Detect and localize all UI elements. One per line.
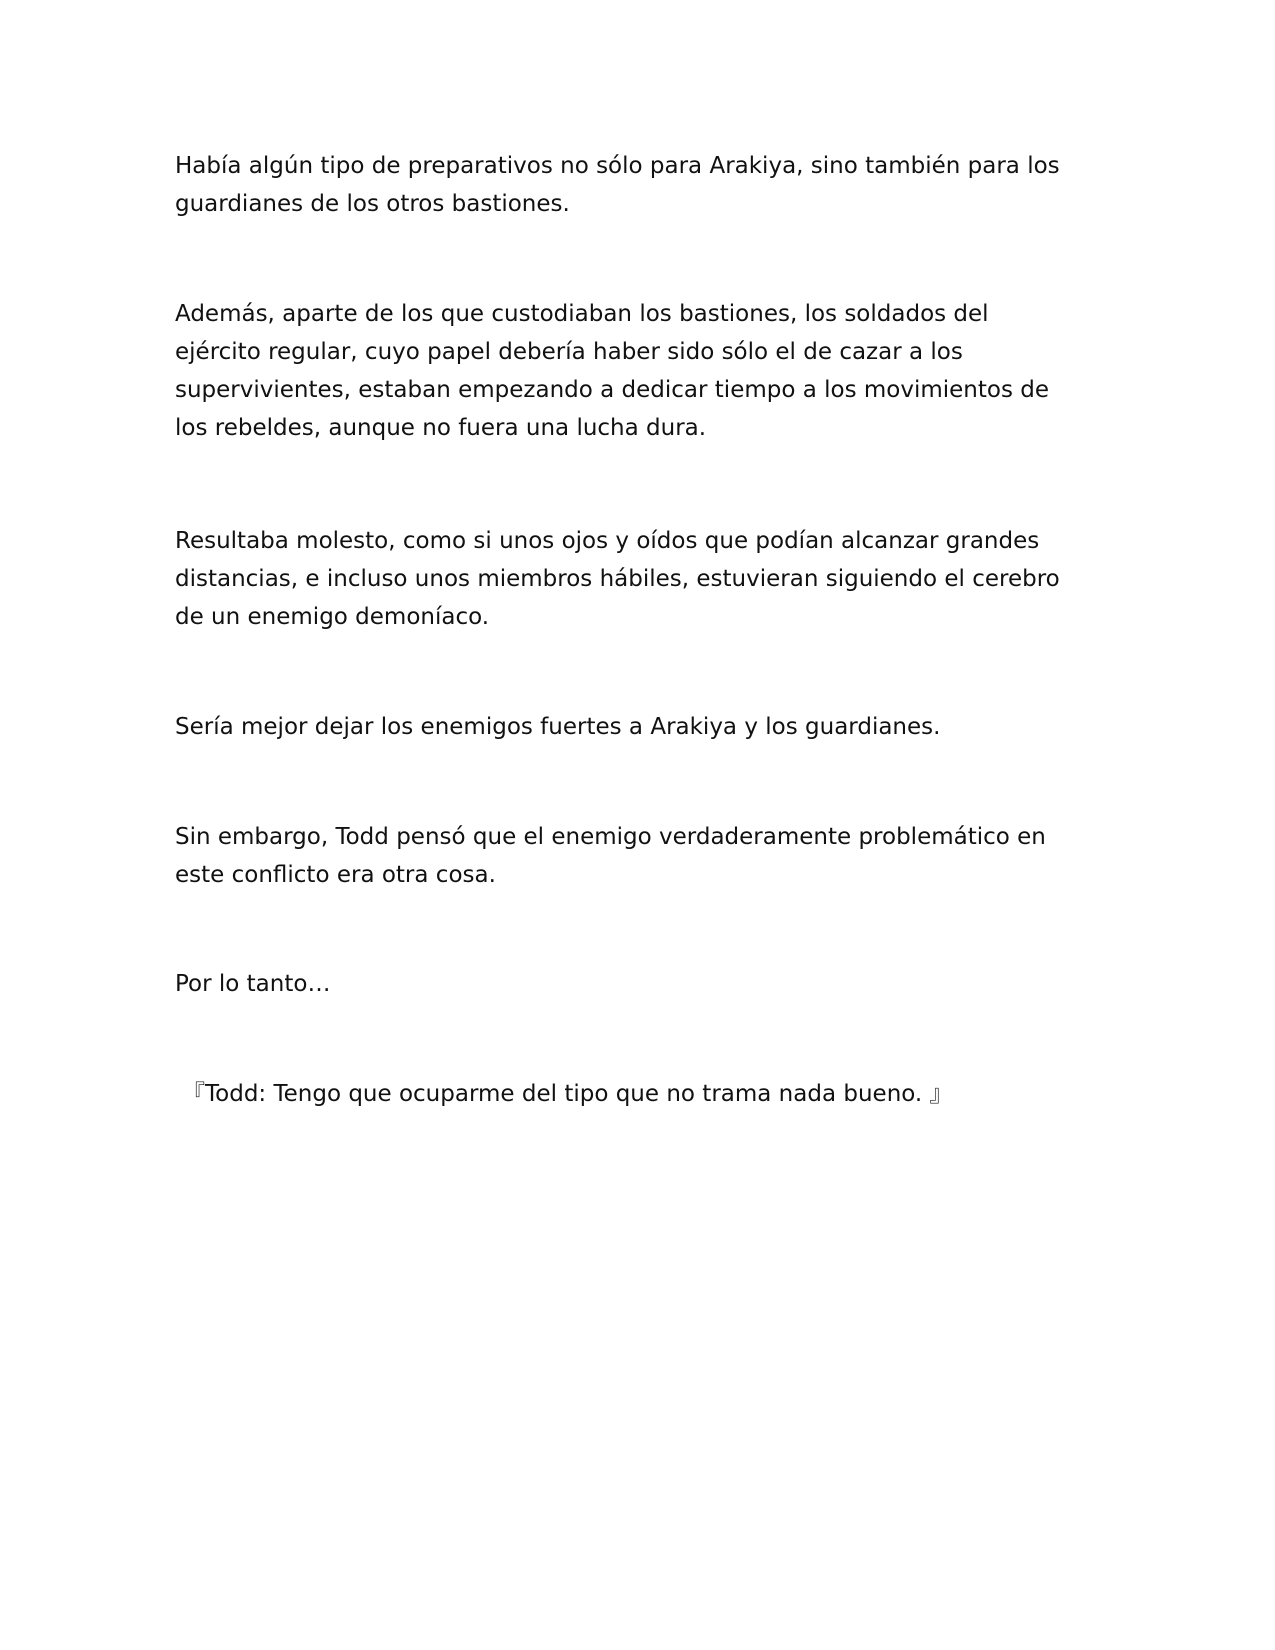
paragraph-2: Además, aparte de los que custodiaban los bastiones, los soldados del ejército regular, cuyo papel debería haber sido sólo el de cazar a los supervivientes, estaban empezando a dedicar tiempo a los movimientos de los rebeldes, aunque no fuera una lucha dura.	[175, 301, 1050, 441]
paragraph-3: Resultaba molesto, como si unos ojos y oídos que podían alcanzar grandes distancias, e incluso unos miembros hábiles, estuvieran siguiendo el cerebro de un enemigo demoníaco.	[175, 528, 1060, 630]
paragraph-4: Sería mejor dejar los enemigos fuertes a Arakiya y los guardianes.	[175, 714, 941, 740]
paragraph-1: Había algún tipo de preparativos no sólo para Arakiya, sino también para los guardianes de los otros bastiones.	[175, 153, 1060, 217]
paragraph-5: Sin embargo, Todd pensó que el enemigo verdaderamente problemático en este conflicto era otra cosa.	[175, 824, 1046, 888]
dialogue-line: 『Todd: Tengo que ocuparme del tipo que no trama nada bueno. 』	[182, 1081, 953, 1107]
paragraph-6: Por lo tanto…	[175, 971, 331, 997]
